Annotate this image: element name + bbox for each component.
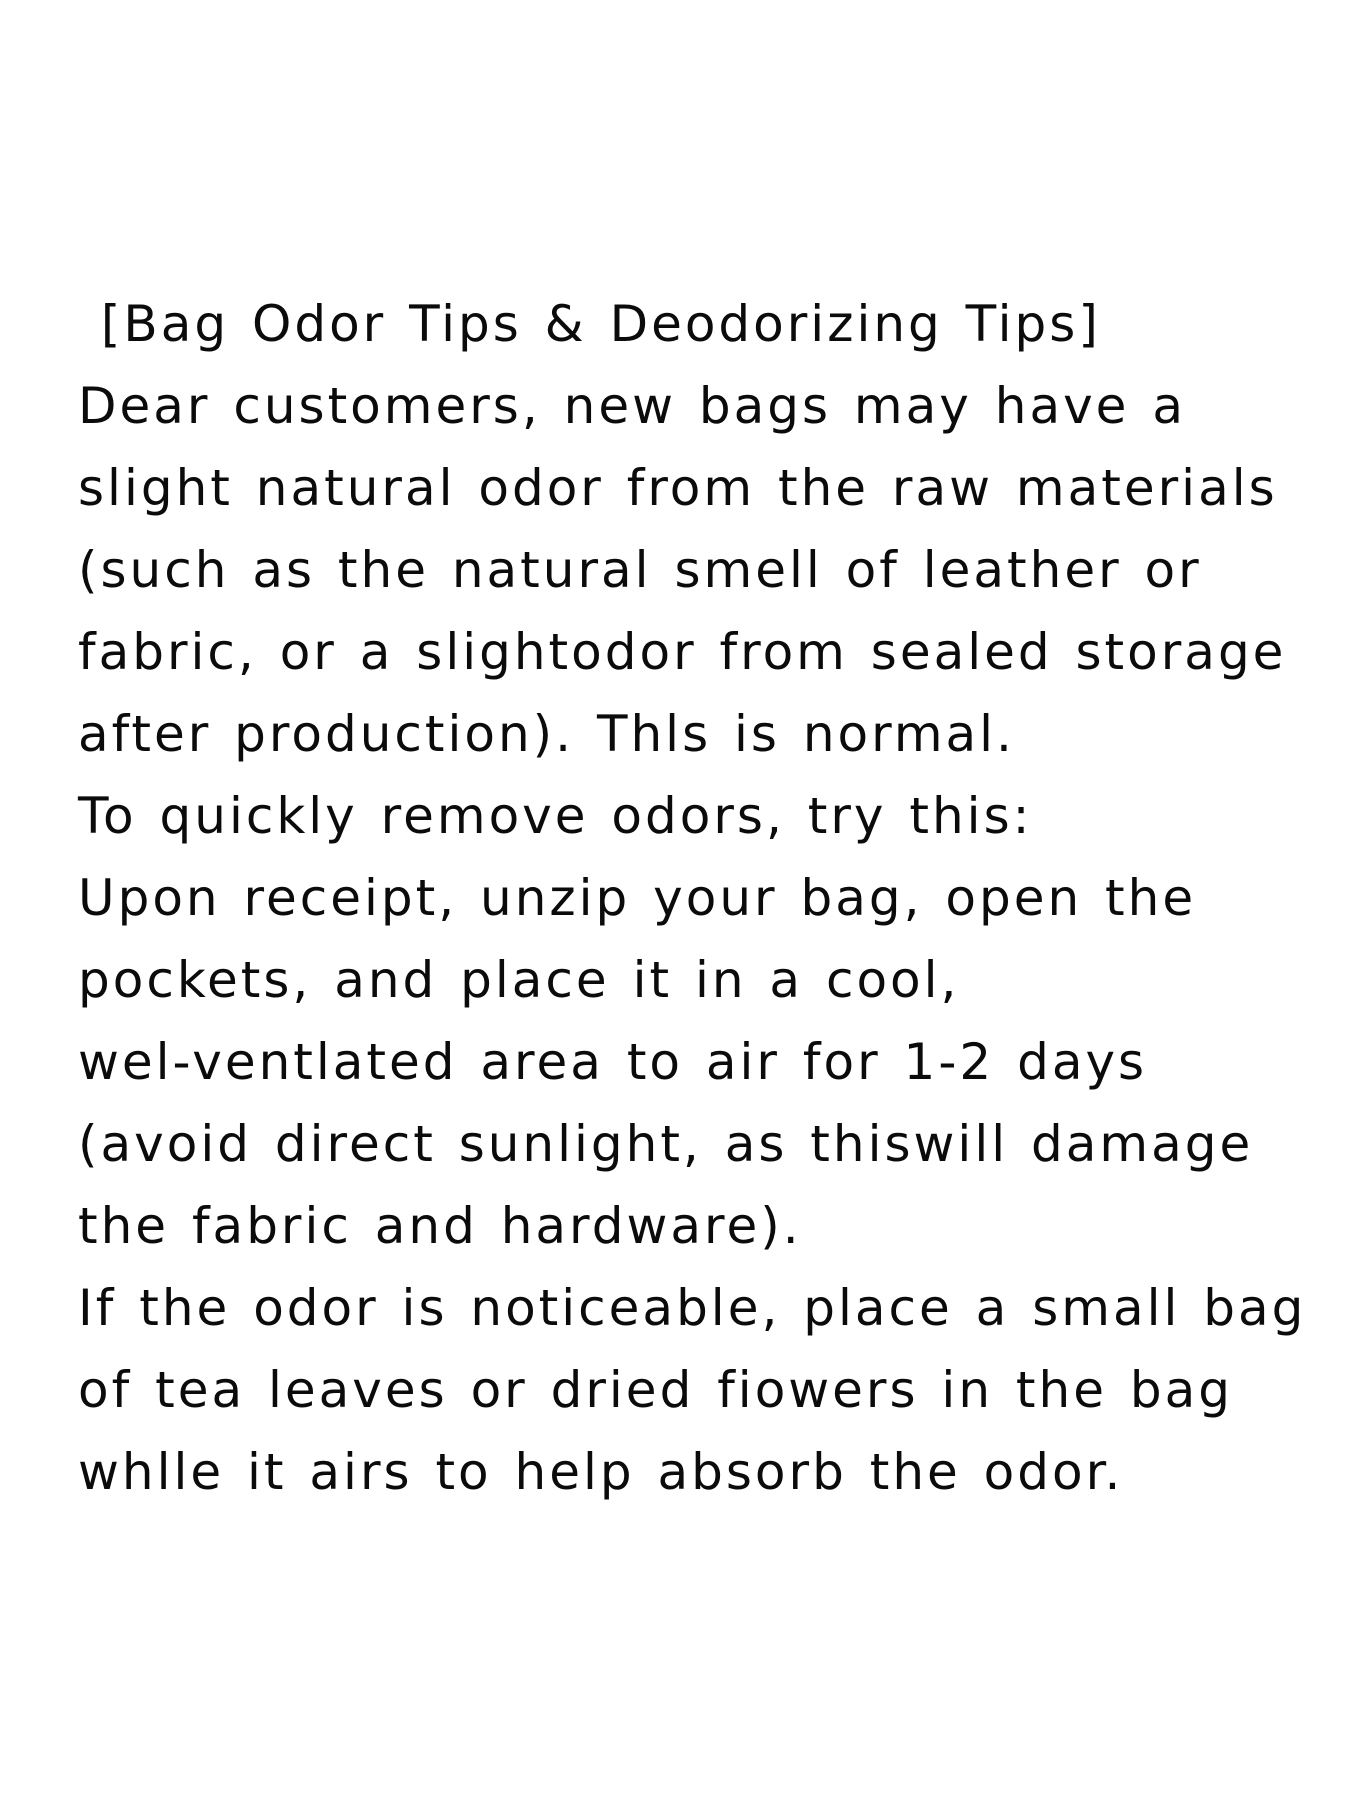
text-line: If the odor is noticeable, place a small bag: [78, 1279, 1307, 1337]
text-line: (such as the natural smell of leather or: [78, 541, 1202, 599]
text-line: the fabric and hardware).: [78, 1197, 802, 1255]
text-line: after production). Thls is normal.: [78, 705, 1015, 763]
odor-tips-notice: [78, 283, 1318, 1513]
text-line: fabric, or a slightodor from sealed storage: [78, 623, 1287, 681]
notice-title-line: [Bag Odor Tips & Deodorizing Tips]: [78, 295, 1101, 353]
text-line: pockets, and place it in a cool,: [78, 951, 960, 1009]
text-line: of tea leaves or dried fiowers in the bag: [78, 1361, 1233, 1419]
text-line: To quickly remove odors, try this:: [78, 787, 1033, 845]
text-line: whlle it airs to help absorb the odor.: [78, 1443, 1124, 1501]
text-line: Upon receipt, unzip your bag, open the: [78, 869, 1197, 927]
text-line: wel-ventlated area to air for 1-2 days: [78, 1033, 1148, 1091]
text-line: slight natural odor from the raw materials: [78, 459, 1278, 517]
text-line: (avoid direct sunlight, as thiswill damage: [78, 1115, 1254, 1173]
text-line: Dear customers, new bags may have a: [78, 377, 1186, 435]
